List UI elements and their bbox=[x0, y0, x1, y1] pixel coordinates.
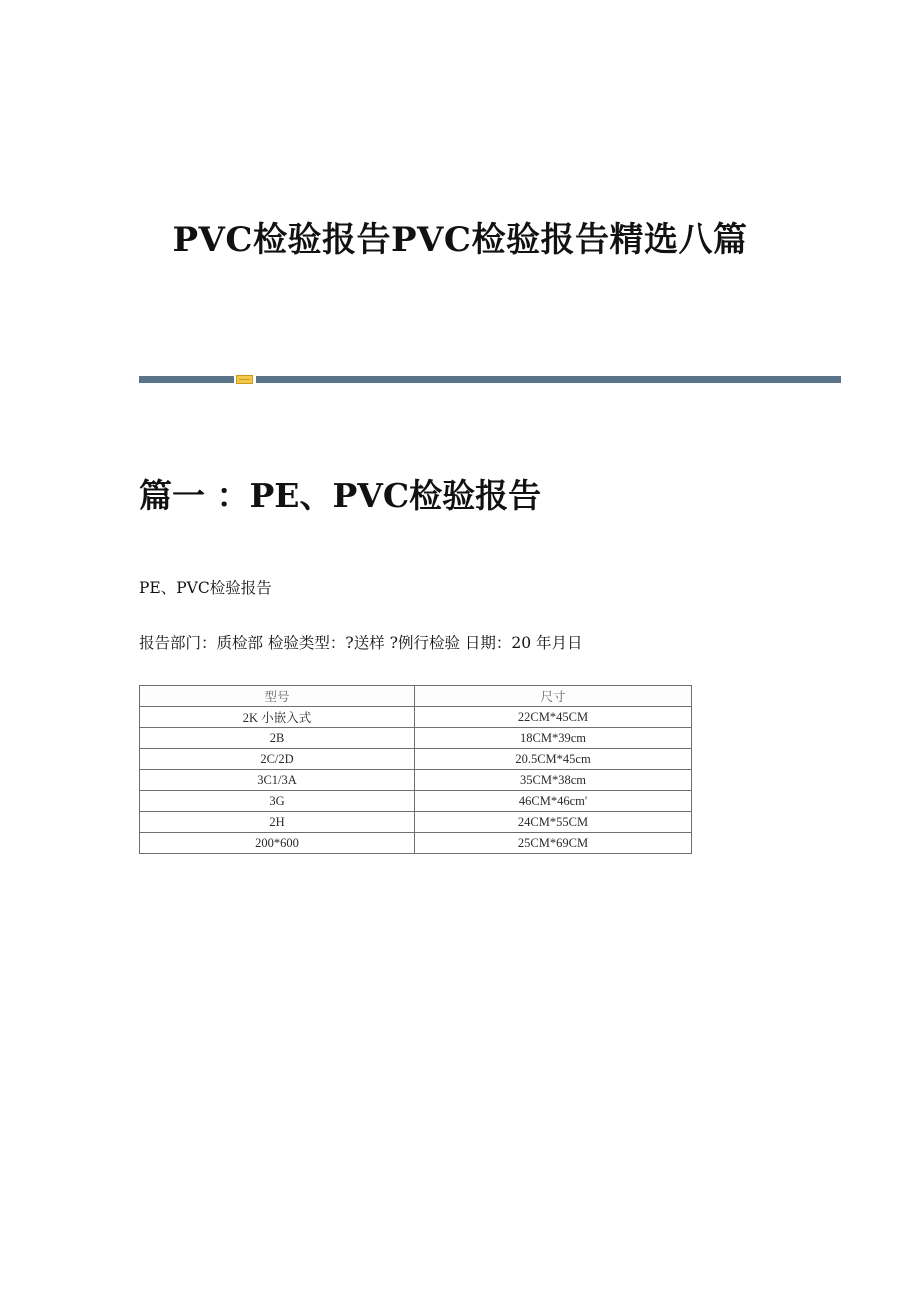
table-row bbox=[140, 812, 692, 833]
document-title: PVC检验报告PVC检验报告精选八篇 bbox=[172, 220, 748, 260]
envelope-icon bbox=[236, 375, 253, 384]
report-info-line: 报告部门：质检部 检验类型：?送样 ?例行检验 日期：20 年月日 bbox=[139, 634, 583, 652]
table-row bbox=[140, 833, 692, 854]
cell-model: 2H bbox=[140, 812, 415, 833]
table-row bbox=[140, 749, 692, 770]
header-model: 型号 bbox=[140, 686, 415, 707]
section-divider bbox=[139, 375, 841, 384]
divider-bar-left bbox=[139, 376, 234, 383]
cell-size: 20.5CM*45cm bbox=[415, 749, 692, 770]
cell-model: 3C1/3A bbox=[140, 770, 415, 791]
table-row bbox=[140, 791, 692, 812]
spec-table bbox=[139, 685, 692, 854]
table-row bbox=[140, 707, 692, 728]
cell-model: 2K 小嵌入式 bbox=[140, 707, 415, 728]
cell-model: 2B bbox=[140, 728, 415, 749]
cell-size: 24CM*55CM bbox=[415, 812, 692, 833]
cell-model: 2C/2D bbox=[140, 749, 415, 770]
section-heading: 篇一 ：PE、PVC检验报告 bbox=[139, 476, 542, 515]
cell-size: 35CM*38cm bbox=[415, 770, 692, 791]
cell-size: 46CM*46cm' bbox=[415, 791, 692, 812]
table-row bbox=[140, 728, 692, 749]
cell-model: 200*600 bbox=[140, 833, 415, 854]
cell-size: 22CM*45CM bbox=[415, 707, 692, 728]
spec-table-container bbox=[139, 685, 691, 854]
divider-bar-right bbox=[256, 376, 841, 383]
table-row bbox=[140, 770, 692, 791]
cell-size: 18CM*39cm bbox=[415, 728, 692, 749]
header-size: 尺寸 bbox=[415, 686, 692, 707]
section-subtitle: PE、PVC检验报告 bbox=[139, 579, 272, 597]
cell-model: 3G bbox=[140, 791, 415, 812]
table-header-row bbox=[140, 686, 692, 707]
cell-size: 25CM*69CM bbox=[415, 833, 692, 854]
